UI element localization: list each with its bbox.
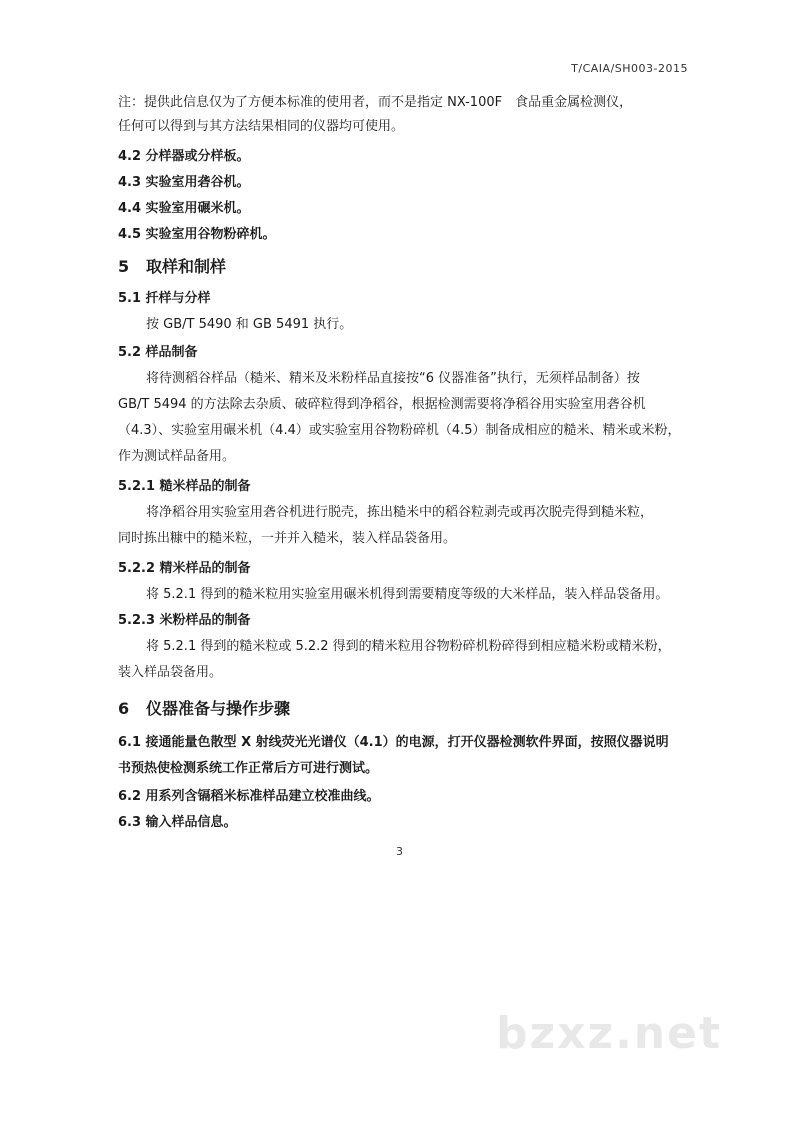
item-4-3: 4.3 实验室用砻谷机。 bbox=[118, 175, 250, 190]
subsection-5-2-para-3: （4.3）、实验室用碾米机（4.4）或实验室用谷物粉碎机（4.5）制备成相应的糙米、精米或米粉， bbox=[118, 423, 681, 438]
item-4-4: 4.4 实验室用碾米机。 bbox=[118, 201, 250, 216]
item-4-5: 4.5 实验室用谷物粉碎机。 bbox=[118, 227, 276, 242]
section-6-title: 仪器准备与操作步骤 bbox=[146, 699, 291, 718]
subsection-5-2-para-2: GB/T 5494 的方法除去杂质、破碎粒得到净稻谷，根据检测需要将净稻谷用实验室用砻谷机 bbox=[118, 397, 646, 412]
subsection-5-2-para-1: 将待测稻谷样品（糙米、精米及米粉样品直接按“6 仪器准备”执行，无须样品制备）按 bbox=[146, 371, 640, 386]
section-5-number: 5 bbox=[118, 257, 130, 276]
subsection-5-1-title: 5.1 扦样与分样 bbox=[118, 291, 211, 306]
page-number: 3 bbox=[396, 845, 403, 858]
subsection-5-2-1-para-2: 同时拣出糠中的糙米粒，一并并入糙米，装入样品袋备用。 bbox=[118, 531, 457, 546]
item-4-2: 4.2 分样器或分样板。 bbox=[118, 149, 250, 164]
subsection-5-2-1-para-1: 将净稻谷用实验室用砻谷机进行脱壳，拣出糙米中的稻谷粒剥壳或再次脱壳得到糙米粒， bbox=[146, 505, 654, 520]
subsection-5-2-3-title: 5.2.3 米粉样品的制备 bbox=[118, 613, 251, 628]
item-6-1-line-2: 书预热使检测系统工作正常后方可进行测试。 bbox=[118, 761, 379, 776]
subsection-5-2-para-4: 作为测试样品备用。 bbox=[118, 449, 236, 464]
section-5-title: 取样和制样 bbox=[146, 257, 227, 276]
item-6-3: 6.3 输入样品信息。 bbox=[118, 815, 237, 830]
subsection-5-2-1-title: 5.2.1 糙米样品的制备 bbox=[118, 479, 251, 494]
item-6-2: 6.2 用系列含镉稻米标准样品建立校准曲线。 bbox=[118, 789, 380, 804]
subsection-5-2-3-para-2: 装入样品袋备用。 bbox=[118, 665, 223, 680]
subsection-5-2-3-para-1: 将 5.2.1 得到的糙米粒或 5.2.2 得到的精米粒用谷物粉碎机粉碎得到相应糙米粉或精米粉， bbox=[146, 639, 671, 654]
item-6-1-line-1: 6.1 接通能量色散型 X 射线荧光光谱仪（4.1）的电源，打开仪器检测软件界面，按照仪器说明 bbox=[118, 735, 669, 750]
section-6-number: 6 bbox=[118, 699, 130, 718]
document-id: T/CAIA/SH003-2015 bbox=[571, 62, 688, 75]
subsection-5-2-2-title: 5.2.2 精米样品的制备 bbox=[118, 561, 251, 576]
note-line-2: 任何可以得到与其方法结果相同的仪器均可使用。 bbox=[118, 119, 405, 134]
subsection-5-2-2-para-1: 将 5.2.1 得到的糙米粒用实验室用碾米机得到需要精度等级的大米样品，装入样品袋备用。 bbox=[146, 587, 669, 602]
section-6-heading bbox=[118, 696, 290, 719]
section-5-heading bbox=[118, 254, 226, 277]
watermark-text: bzxz.net bbox=[495, 1008, 722, 1059]
subsection-5-1-body: 按 GB/T 5490 和 GB 5491 执行。 bbox=[146, 317, 353, 332]
note-line-1: 注：提供此信息仅为了方便本标准的使用者，而不是指定 NX-100F 食品重金属检测仪， bbox=[118, 95, 633, 110]
subsection-5-2-title: 5.2 样品制备 bbox=[118, 345, 198, 360]
